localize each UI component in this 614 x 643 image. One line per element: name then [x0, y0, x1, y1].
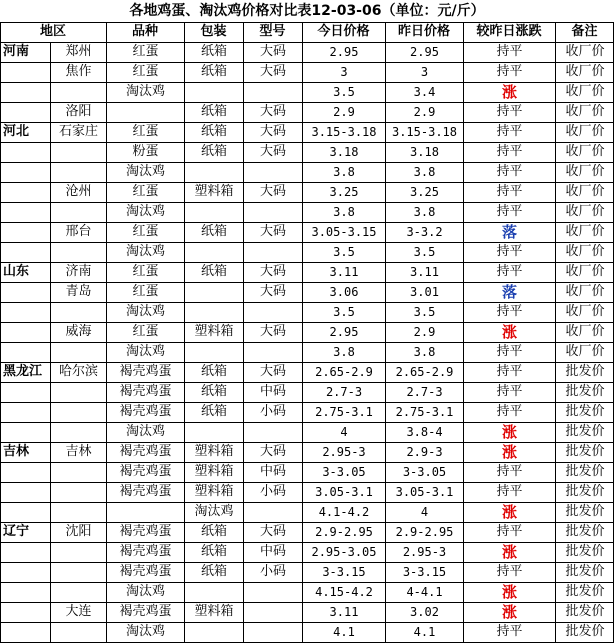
grid-row-line	[0, 422, 614, 423]
table-cell-size: 大码	[259, 184, 286, 199]
table-cell-chg: 持平	[496, 304, 523, 319]
table-cell-pack: 塑料箱	[194, 324, 234, 339]
table-cell-yest: 3-3.05	[402, 465, 447, 479]
table-cell-yest: 4-4.1	[406, 585, 443, 599]
table-cell-chg: 持平	[496, 64, 523, 79]
table-cell-note: 收厂价	[565, 204, 605, 219]
table-cell-chg: 涨	[501, 443, 517, 461]
header-cell: 品种	[131, 24, 158, 39]
table-cell-kind: 红蛋	[132, 264, 159, 279]
table-cell-chg: 涨	[501, 423, 517, 441]
table-cell-note: 批发价	[565, 624, 605, 639]
grid-row-line	[0, 202, 614, 203]
table-cell-city: 哈尔滨	[58, 364, 98, 379]
table-cell-today: 4.1	[333, 625, 355, 639]
table-cell-pack: 淘汰鸡	[194, 504, 234, 519]
table-cell-pack: 纸箱	[200, 544, 227, 559]
table-cell-chg: 持平	[496, 524, 523, 539]
table-cell-yest: 3	[420, 65, 429, 79]
table-cell-note: 批发价	[565, 544, 605, 559]
table-cell-today: 3.06	[329, 285, 359, 299]
table-cell-yest: 3.02	[410, 605, 439, 619]
table-cell-size: 大码	[259, 264, 286, 279]
table-cell-note: 批发价	[565, 444, 605, 459]
grid-row-line	[0, 622, 614, 623]
table-cell-kind: 褐壳鸡蛋	[119, 364, 172, 379]
table-cell-yest: 2.75-3.1	[395, 405, 454, 419]
table-cell-today: 4.1-4.2	[318, 505, 370, 519]
grid-row-line	[0, 162, 614, 163]
table-cell-kind: 淘汰鸡	[125, 344, 165, 359]
table-cell-note: 收厂价	[565, 144, 605, 159]
grid-row-line	[0, 182, 614, 183]
table-cell-chg: 落	[501, 283, 517, 301]
table-cell-yest: 2.95-3	[402, 545, 447, 559]
grid-row-line	[0, 22, 614, 23]
table-cell-note: 收厂价	[565, 184, 605, 199]
table-cell-today: 4.15-4.2	[315, 585, 373, 599]
grid-col-line	[463, 22, 464, 643]
table-cell-chg: 持平	[496, 164, 523, 179]
table-cell-today: 3.8	[333, 345, 355, 359]
table-cell-size: 大码	[259, 364, 286, 379]
grid-col-line	[385, 22, 386, 643]
table-cell-note: 批发价	[565, 564, 605, 579]
table-cell-size: 大码	[259, 44, 286, 59]
table-cell-today: 3-3.05	[322, 465, 366, 479]
table-cell-chg: 持平	[496, 104, 523, 119]
table-cell-pack: 纸箱	[200, 384, 227, 399]
table-cell-chg: 持平	[496, 624, 523, 639]
table-cell-chg: 涨	[501, 83, 517, 101]
table-cell-yest: 2.95	[410, 45, 439, 59]
table-cell-yest: 3.5	[413, 245, 436, 259]
header-cell: 包装	[200, 24, 227, 39]
grid-row-line	[0, 242, 614, 243]
table-cell-size: 小码	[259, 484, 286, 499]
table-cell-note: 收厂价	[565, 224, 605, 239]
table-cell-yest: 3.5	[413, 305, 436, 319]
grid-row-line	[0, 562, 614, 563]
table-cell-prov: 吉林	[3, 444, 30, 459]
table-cell-yest: 3.8	[413, 165, 436, 179]
grid-row-line	[0, 342, 614, 343]
table-cell-note: 批发价	[565, 584, 605, 599]
table-cell-today: 3.15-3.18	[311, 125, 377, 139]
table-cell-yest: 3-3.2	[406, 225, 443, 239]
grid-col-line	[50, 42, 51, 643]
table-cell-note: 收厂价	[565, 304, 605, 319]
table-cell-kind: 淘汰鸡	[125, 244, 165, 259]
table-cell-chg: 涨	[501, 503, 517, 521]
table-cell-note: 收厂价	[565, 284, 605, 299]
table-cell-pack: 纸箱	[200, 224, 227, 239]
table-cell-kind: 红蛋	[132, 224, 159, 239]
table-title: 各地鸡蛋、淘汰鸡价格对比表12-03-06（单位：元/斤）	[129, 3, 485, 19]
table-cell-today: 3.05-3.1	[315, 485, 373, 499]
table-cell-kind: 淘汰鸡	[125, 84, 165, 99]
table-cell-kind: 红蛋	[132, 124, 159, 139]
table-cell-note: 收厂价	[565, 104, 605, 119]
table-cell-today: 2.95-3	[322, 445, 366, 459]
table-cell-kind: 红蛋	[132, 64, 159, 79]
table-cell-kind: 淘汰鸡	[125, 584, 165, 599]
table-cell-today: 3.11	[329, 265, 359, 279]
header-cell: 今日价格	[317, 24, 370, 39]
table-cell-pack: 纸箱	[200, 564, 227, 579]
table-cell-pack: 塑料箱	[194, 464, 234, 479]
table-cell-kind: 淘汰鸡	[125, 204, 165, 219]
table-cell-city: 邢台	[65, 224, 92, 239]
table-cell-kind: 褐壳鸡蛋	[119, 464, 172, 479]
table-cell-city: 大连	[65, 604, 92, 619]
table-cell-today: 3.5	[333, 305, 355, 319]
table-cell-yest: 2.9-2.95	[395, 525, 454, 539]
table-cell-size: 小码	[259, 564, 286, 579]
table-cell-pack: 塑料箱	[194, 184, 234, 199]
table-cell-yest: 3.8	[413, 345, 436, 359]
table-cell-chg: 落	[501, 223, 517, 241]
table-cell-chg: 持平	[496, 44, 523, 59]
grid-row-line	[0, 302, 614, 303]
table-cell-today: 3.8	[333, 205, 355, 219]
table-cell-city: 石家庄	[58, 124, 98, 139]
table-cell-today: 3.8	[333, 165, 355, 179]
grid-col-line	[184, 22, 185, 643]
table-cell-today: 2.65-2.9	[315, 365, 373, 379]
grid-row-line	[0, 142, 614, 143]
grid-col-line	[106, 22, 107, 643]
table-cell-today: 3.18	[329, 145, 359, 159]
table-cell-kind: 红蛋	[132, 324, 159, 339]
header-cell: 备注	[571, 24, 598, 39]
table-cell-city: 沈阳	[65, 524, 92, 539]
grid-row-line	[0, 82, 614, 83]
table-cell-pack: 塑料箱	[194, 444, 234, 459]
table-cell-size: 大码	[259, 444, 286, 459]
header-cell: 地区	[39, 24, 66, 39]
table-cell-note: 收厂价	[565, 44, 605, 59]
table-cell-note: 收厂价	[565, 124, 605, 139]
grid-row-line	[0, 222, 614, 223]
grid-col-line	[555, 22, 556, 643]
table-cell-kind: 粉蛋	[132, 144, 159, 159]
table-cell-prov: 黑龙江	[3, 364, 43, 379]
table-cell-kind: 淘汰鸡	[125, 424, 165, 439]
table-cell-city: 洛阳	[65, 104, 92, 119]
table-cell-chg: 涨	[501, 603, 517, 621]
table-cell-note: 收厂价	[565, 84, 605, 99]
grid-row-line	[0, 502, 614, 503]
table-cell-note: 批发价	[565, 404, 605, 419]
table-cell-pack: 纸箱	[200, 524, 227, 539]
table-cell-pack: 纸箱	[200, 104, 227, 119]
table-cell-note: 收厂价	[565, 164, 605, 179]
table-cell-yest: 3-3.15	[402, 565, 447, 579]
table-cell-prov: 辽宁	[3, 524, 30, 539]
table-cell-pack: 纸箱	[200, 144, 227, 159]
table-cell-size: 大码	[259, 144, 286, 159]
header-cell: 型号	[259, 24, 286, 39]
table-cell-kind: 褐壳鸡蛋	[119, 544, 172, 559]
table-cell-yest: 4.1	[413, 625, 436, 639]
table-cell-note: 收厂价	[565, 344, 605, 359]
table-cell-pack: 塑料箱	[194, 484, 234, 499]
grid-row-line	[0, 402, 614, 403]
table-cell-note: 批发价	[565, 604, 605, 619]
table-cell-today: 2.95-3.05	[311, 545, 377, 559]
grid-row-line	[0, 122, 614, 123]
table-cell-size: 中码	[259, 384, 286, 399]
grid-row-line	[0, 442, 614, 443]
table-cell-note: 收厂价	[565, 64, 605, 79]
table-cell-size: 大码	[259, 224, 286, 239]
table-cell-chg: 持平	[496, 464, 523, 479]
table-cell-chg: 持平	[496, 484, 523, 499]
table-cell-note: 收厂价	[565, 264, 605, 279]
table-cell-note: 收厂价	[565, 244, 605, 259]
table-cell-prov: 河南	[3, 44, 30, 59]
table-cell-chg: 持平	[496, 264, 523, 279]
table-cell-today: 2.95	[329, 45, 359, 59]
table-cell-chg: 持平	[496, 364, 523, 379]
grid-row-line	[0, 262, 614, 263]
table-cell-kind: 红蛋	[132, 284, 159, 299]
table-cell-prov: 山东	[3, 264, 30, 279]
table-cell-size: 大码	[259, 284, 286, 299]
table-cell-today: 3.25	[329, 185, 359, 199]
table-cell-city: 青岛	[65, 284, 92, 299]
table-cell-yest: 3.8-4	[406, 425, 443, 439]
table-cell-note: 收厂价	[565, 324, 605, 339]
table-cell-size: 大码	[259, 124, 286, 139]
table-cell-note: 批发价	[565, 484, 605, 499]
grid-row-line	[0, 582, 614, 583]
table-cell-size: 中码	[259, 544, 286, 559]
table-cell-size: 小码	[259, 404, 286, 419]
grid-col-line	[243, 22, 244, 643]
table-cell-today: 4	[340, 425, 348, 439]
grid-col-line	[0, 22, 1, 643]
table-cell-kind: 红蛋	[132, 44, 159, 59]
table-cell-city: 焦作	[65, 64, 92, 79]
table-cell-today: 3.05-3.15	[311, 225, 377, 239]
table-cell-city: 郑州	[65, 44, 92, 59]
table-cell-yest: 3.05-3.1	[395, 485, 454, 499]
table-cell-yest: 2.9-3	[406, 445, 443, 459]
table-cell-pack: 纸箱	[200, 64, 227, 79]
table-cell-size: 大码	[259, 104, 286, 119]
table-cell-kind: 褐壳鸡蛋	[119, 444, 172, 459]
table-cell-chg: 持平	[496, 404, 523, 419]
table-cell-today: 3-3.15	[322, 565, 366, 579]
table-cell-today: 2.75-3.1	[315, 405, 373, 419]
table-cell-today: 2.9-2.95	[315, 525, 373, 539]
table-cell-yest: 3.01	[410, 285, 439, 299]
table-cell-kind: 淘汰鸡	[125, 624, 165, 639]
table-cell-pack: 纸箱	[200, 404, 227, 419]
table-cell-prov: 河北	[3, 124, 30, 139]
table-cell-today: 2.9	[333, 105, 355, 119]
table-cell-chg: 持平	[496, 144, 523, 159]
grid-row-line	[0, 382, 614, 383]
table-cell-pack: 纸箱	[200, 124, 227, 139]
grid-row-line	[0, 542, 614, 543]
grid-row-line	[0, 62, 614, 63]
table-cell-note: 批发价	[565, 464, 605, 479]
header-cell: 较昨日涨跌	[476, 24, 542, 39]
grid-row-line	[0, 362, 614, 363]
table-cell-size: 大码	[259, 64, 286, 79]
table-cell-note: 批发价	[565, 524, 605, 539]
table-cell-yest: 4	[420, 505, 429, 519]
table-cell-today: 3.5	[333, 85, 355, 99]
table-cell-chg: 持平	[496, 124, 523, 139]
table-cell-pack: 纸箱	[200, 264, 227, 279]
table-cell-chg: 持平	[496, 204, 523, 219]
table-cell-today: 3	[340, 65, 348, 79]
table-cell-kind: 淘汰鸡	[125, 304, 165, 319]
table-cell-kind: 褐壳鸡蛋	[119, 384, 172, 399]
table-cell-chg: 持平	[496, 564, 523, 579]
table-cell-yest: 2.65-2.9	[395, 365, 454, 379]
grid-row-line	[0, 602, 614, 603]
table-cell-today: 2.95	[329, 325, 359, 339]
table-cell-size: 中码	[259, 464, 286, 479]
table-cell-pack: 塑料箱	[194, 604, 234, 619]
table-cell-chg: 持平	[496, 184, 523, 199]
table-cell-size: 大码	[259, 524, 286, 539]
grid-row-line	[0, 522, 614, 523]
table-cell-kind: 褐壳鸡蛋	[119, 524, 172, 539]
table-cell-yest: 3.25	[410, 185, 439, 199]
table-cell-note: 批发价	[565, 364, 605, 379]
grid-col-line	[302, 22, 303, 643]
table-cell-city: 吉林	[65, 444, 92, 459]
table-cell-city: 威海	[65, 324, 92, 339]
table-cell-note: 批发价	[565, 504, 605, 519]
grid-row-line	[0, 282, 614, 283]
table-cell-yest: 3.15-3.18	[391, 125, 458, 139]
table-cell-note: 批发价	[565, 384, 605, 399]
table-cell-kind: 褐壳鸡蛋	[119, 404, 172, 419]
table-cell-chg: 持平	[496, 244, 523, 259]
table-cell-yest: 3.8	[413, 205, 436, 219]
table-cell-city: 沧州	[65, 184, 92, 199]
grid-row-line	[0, 462, 614, 463]
table-cell-pack: 纸箱	[200, 364, 227, 379]
table-cell-chg: 涨	[501, 323, 517, 341]
table-cell-chg: 持平	[496, 384, 523, 399]
table-cell-yest: 3.4	[413, 85, 436, 99]
grid-row-line	[0, 42, 614, 43]
table-cell-kind: 红蛋	[132, 184, 159, 199]
table-cell-yest: 2.9	[413, 105, 436, 119]
table-cell-note: 批发价	[565, 424, 605, 439]
table-cell-yest: 2.7-3	[406, 385, 443, 399]
grid-row-line	[0, 322, 614, 323]
table-cell-today: 3.11	[329, 605, 359, 619]
table-cell-city: 济南	[65, 264, 92, 279]
table-cell-chg: 涨	[501, 583, 517, 601]
header-cell: 昨日价格	[397, 24, 450, 39]
table-cell-yest: 2.9	[413, 325, 436, 339]
table-cell-today: 2.7-3	[325, 385, 363, 399]
table-cell-size: 大码	[259, 324, 286, 339]
table-cell-today: 3.5	[333, 245, 355, 259]
table-cell-kind: 褐壳鸡蛋	[119, 564, 172, 579]
table-cell-yest: 3.11	[410, 265, 439, 279]
grid-row-line	[0, 482, 614, 483]
table-cell-kind: 褐壳鸡蛋	[119, 484, 172, 499]
table-cell-kind: 淘汰鸡	[125, 164, 165, 179]
table-cell-chg: 涨	[501, 543, 517, 561]
table-cell-chg: 持平	[496, 344, 523, 359]
grid-row-line	[0, 102, 614, 103]
table-cell-pack: 纸箱	[200, 44, 227, 59]
table-cell-yest: 3.18	[410, 145, 439, 159]
table-cell-kind: 褐壳鸡蛋	[119, 604, 172, 619]
